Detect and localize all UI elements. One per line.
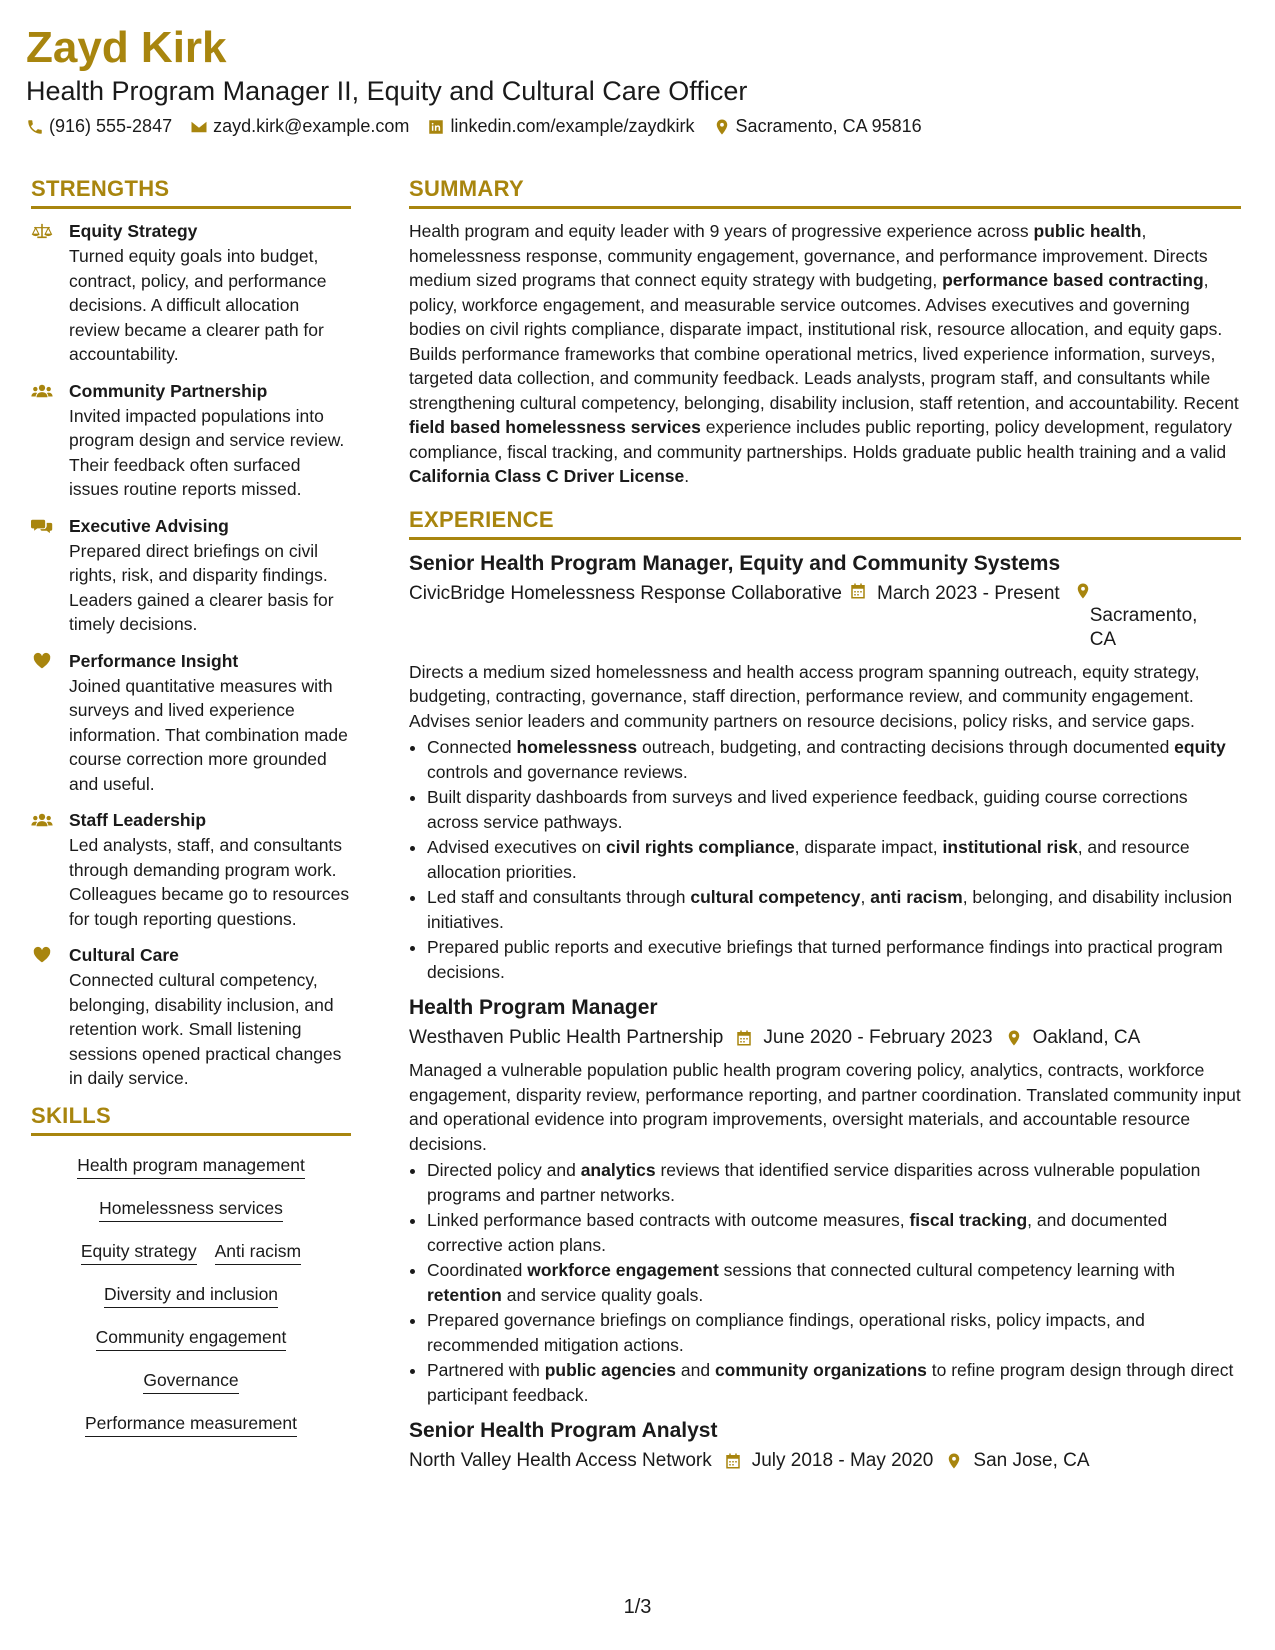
map-marker-icon	[945, 1452, 963, 1470]
job-dates	[724, 1449, 934, 1473]
users-icon	[31, 808, 55, 931]
job-title: Health Program Manager	[409, 996, 658, 1019]
skill-row	[31, 1197, 351, 1222]
job-meta	[409, 1449, 1241, 1473]
bold-keyword: public agencies	[544, 1360, 676, 1380]
experience-list	[409, 550, 1241, 1474]
bold-keyword: workforce engagement	[527, 1260, 719, 1280]
job-bullet: • Linked performance based contracts with outcome measures, fiscal tracking, and documented corrective action plans.	[427, 1208, 1241, 1257]
job-bullets	[409, 1158, 1241, 1407]
job-bullet: • Advised executives on civil rights compliance, disparate impact, institutional risk, and resource allocation priorities.	[427, 835, 1241, 884]
contact-linkedin[interactable]	[427, 116, 694, 137]
contact-phone	[26, 116, 172, 137]
job-bullets	[409, 735, 1241, 984]
strengths-list	[31, 219, 351, 1091]
job-organization: CivicBridge Homelessness Response Collaborative	[409, 582, 842, 604]
job-entry	[409, 994, 1241, 1407]
bold-keyword: institutional risk	[942, 837, 1078, 857]
skill-tag: Homelessness services	[99, 1197, 283, 1222]
strength-body	[69, 514, 351, 637]
skill-row	[31, 1369, 351, 1394]
strength-item	[31, 808, 351, 931]
skill-row	[31, 1326, 351, 1351]
job-location	[1074, 582, 1210, 652]
strength-description: Turned equity goals into budget, contract, policy, and performance decisions. A difficult allocation review became a clearer path for accountability.	[69, 246, 327, 364]
linkedin-text[interactable]: linkedin.com/example/zaydkirk	[450, 116, 695, 136]
skills-list	[31, 1154, 351, 1437]
bold-keyword: homelessness	[516, 737, 638, 757]
bold-keyword: field based homelessness services	[409, 417, 701, 437]
job-organization: Westhaven Public Health Partnership	[409, 1027, 724, 1048]
strength-item	[31, 379, 351, 502]
job-bullet: • Led staff and consultants through cultural competency, anti racism, belonging, and disability inclusion initiatives.	[427, 885, 1241, 934]
skill-tag: Health program management	[77, 1154, 305, 1179]
heart-icon	[31, 649, 55, 797]
bold-keyword: cultural competency	[690, 887, 861, 907]
job-bullet: • Prepared public reports and executive briefings that turned performance findings into practical program decisions.	[427, 935, 1241, 984]
strength-body	[69, 379, 351, 502]
job-entry	[409, 550, 1241, 985]
candidate-name: Zayd Kirk	[26, 23, 227, 72]
job-location-text: Sacramento, CA	[1089, 604, 1198, 650]
job-bullet: • Directed policy and analytics reviews that identified service disparities across vulnerable population programs and partner networks.	[427, 1158, 1241, 1207]
bold-keyword: community organizations	[714, 1360, 927, 1380]
bold-keyword: analytics	[580, 1160, 656, 1180]
right-column	[409, 176, 1241, 1473]
job-description: Managed a vulnerable population public health program covering policy, analytics, contracts, workforce engagement, disparity review, performance reporting, and partner coordination. Translated community input and operational evidence into program improvements, oversight materials, and accountable resource decisions.	[409, 1060, 1241, 1154]
bold-keyword: civil rights compliance	[606, 837, 795, 857]
skill-row	[31, 1240, 351, 1265]
strength-description: Invited impacted populations into program design and service review. Their feedback often surfaced issues routine reports missed.	[69, 405, 345, 499]
summary-heading: SUMMARY	[409, 176, 1241, 209]
linkedin-icon	[427, 118, 445, 136]
summary-text: Health program and equity leader with 9 years of progressive experience across public health, homelessness response, community engagement, governance, and performance improvement. Directs medium sized programs that connect equity strategy with budgeting, performance based contracting, policy, workforce engagement, and measurable service outcomes. Advises executives and governing bodies on civil rights compliance, disparate impact, institutional risk, resource allocation, and equity gaps. Builds performance frameworks that combine operational metrics, lived experience information, surveys, targeted data collection, and community feedback. Leads analysts, program staff, and consultants while strengthening cultural competency, belonging, disability inclusion, staff retention, and accountability. Recent field based homelessness services experience includes public reporting, policy development, regulatory compliance, fiscal tracking, and community partnerships. Holds graduate public health training and a valid California Class C Driver License.	[409, 221, 1239, 486]
heart-icon	[31, 943, 55, 1091]
job-dates-text: June 2020 - February 2023	[763, 1027, 993, 1048]
contact-location	[713, 116, 922, 137]
job-location-text: San Jose, CA	[973, 1450, 1090, 1471]
strength-title: Staff Leadership	[69, 810, 207, 830]
balance-scale-icon	[31, 219, 55, 367]
email-text[interactable]: zayd.kirk@example.com	[213, 116, 410, 136]
job-bullet: • Partnered with public agencies and community organizations to refine program design through direct participant feedback.	[427, 1358, 1241, 1407]
job-meta	[409, 582, 1241, 652]
calendar-icon	[735, 1029, 753, 1047]
skill-row	[31, 1283, 351, 1308]
job-dates-text: July 2018 - May 2020	[751, 1450, 934, 1471]
strength-description: Led analysts, staff, and consultants through demanding program work. Colleagues became go to resources for tough reporting questions.	[69, 835, 350, 929]
bold-keyword: retention	[427, 1284, 502, 1305]
job-meta	[409, 1026, 1241, 1050]
job-organization: North Valley Health Access Network	[409, 1450, 712, 1471]
job-title: Senior Health Program Analyst	[409, 1419, 718, 1442]
job-location	[1005, 1026, 1141, 1050]
job-title: Senior Health Program Manager, Equity and Community Systems	[409, 551, 1061, 575]
bold-keyword: California Class C Driver License	[409, 466, 685, 486]
left-column	[31, 176, 351, 1455]
skill-tag: Governance	[143, 1369, 238, 1394]
strength-body	[69, 943, 351, 1091]
job-dates-text: March 2023 - Present	[877, 582, 1060, 604]
calendar-icon	[724, 1452, 742, 1470]
strength-description: Joined quantitative measures with surveys and lived experience information. That combination made course correction more grounded and useful.	[69, 675, 348, 794]
comments-icon	[31, 514, 55, 637]
bold-keyword: anti racism	[870, 887, 963, 907]
map-marker-icon	[1005, 1029, 1023, 1047]
job-dates	[735, 1026, 992, 1050]
job-description: Directs a medium sized homelessness and health access program spanning outreach, equity strategy, budgeting, contracting, governance, staff direction, performance review, and community engagement. Advises senior leaders and community partners on resource decisions, policy risks, and service gaps.	[409, 661, 1200, 731]
strength-body	[69, 649, 351, 797]
strength-body	[69, 219, 351, 367]
calendar-icon	[849, 582, 867, 600]
bold-keyword: public health	[1033, 221, 1142, 241]
phone-icon	[26, 118, 44, 136]
strength-title: Cultural Care	[69, 945, 179, 965]
skill-tag: Community engagement	[96, 1326, 287, 1351]
experience-heading: EXPERIENCE	[409, 507, 1241, 540]
candidate-headline: Health Program Manager II, Equity and Cultural Care Officer	[26, 76, 748, 106]
strength-item	[31, 649, 351, 797]
users-icon	[31, 379, 55, 502]
job-bullet: • Built disparity dashboards from surveys and lived experience feedback, guiding course corrections across service pathways.	[427, 785, 1241, 834]
envelope-icon	[190, 118, 208, 136]
strengths-heading: STRENGTHS	[31, 176, 351, 209]
strength-description: Prepared direct briefings on civil rights, risk, and disparity findings. Leaders gained a clearer basis for timely decisions.	[69, 540, 334, 634]
bold-keyword: equity	[1174, 737, 1226, 757]
skills-heading: SKILLS	[31, 1103, 351, 1136]
strength-title: Executive Advising	[69, 515, 229, 536]
job-bullet: • Coordinated workforce engagement sessions that connected cultural competency learning with retention and service quality goals.	[427, 1258, 1241, 1307]
skill-tag: Performance measurement	[85, 1412, 297, 1437]
bold-keyword: performance based contracting	[942, 270, 1204, 290]
job-bullet: • Connected homelessness outreach, budgeting, and contracting decisions through documented equity controls and governance reviews.	[427, 735, 1241, 784]
job-location-text: Oakland, CA	[1032, 1027, 1141, 1048]
job-entry	[409, 1417, 1241, 1473]
skill-tag: Diversity and inclusion	[104, 1283, 278, 1308]
strength-body	[69, 808, 351, 931]
skill-row	[31, 1154, 351, 1179]
strength-description: Connected cultural competency, belonging, disability inclusion, and retention work. Small listening sessions opened practical changes in daily service.	[69, 970, 342, 1088]
strength-item	[31, 219, 351, 367]
contact-email[interactable]	[190, 116, 409, 137]
resume-header	[26, 22, 1249, 137]
phone-text: (916) 555-2847	[49, 116, 173, 136]
contact-bar	[26, 116, 1249, 137]
map-marker-icon	[713, 118, 731, 136]
job-dates	[849, 582, 1060, 606]
skill-row	[31, 1412, 351, 1437]
skill-tag: Equity strategy	[81, 1240, 197, 1265]
skill-tag: Anti racism	[215, 1240, 302, 1265]
strength-title: Community Partnership	[69, 380, 268, 401]
job-location	[945, 1449, 1089, 1473]
page-number: 1/3	[623, 1596, 652, 1618]
strength-item	[31, 943, 351, 1091]
job-bullet: • Prepared governance briefings on compliance findings, operational risks, policy impacts, and recommended mitigation actions.	[427, 1308, 1241, 1357]
strength-title: Performance Insight	[69, 650, 239, 671]
bold-keyword: fiscal tracking	[909, 1210, 1028, 1230]
strength-title: Equity Strategy	[69, 221, 198, 241]
location-text: Sacramento, CA 95816	[735, 116, 922, 136]
strength-item	[31, 514, 351, 637]
